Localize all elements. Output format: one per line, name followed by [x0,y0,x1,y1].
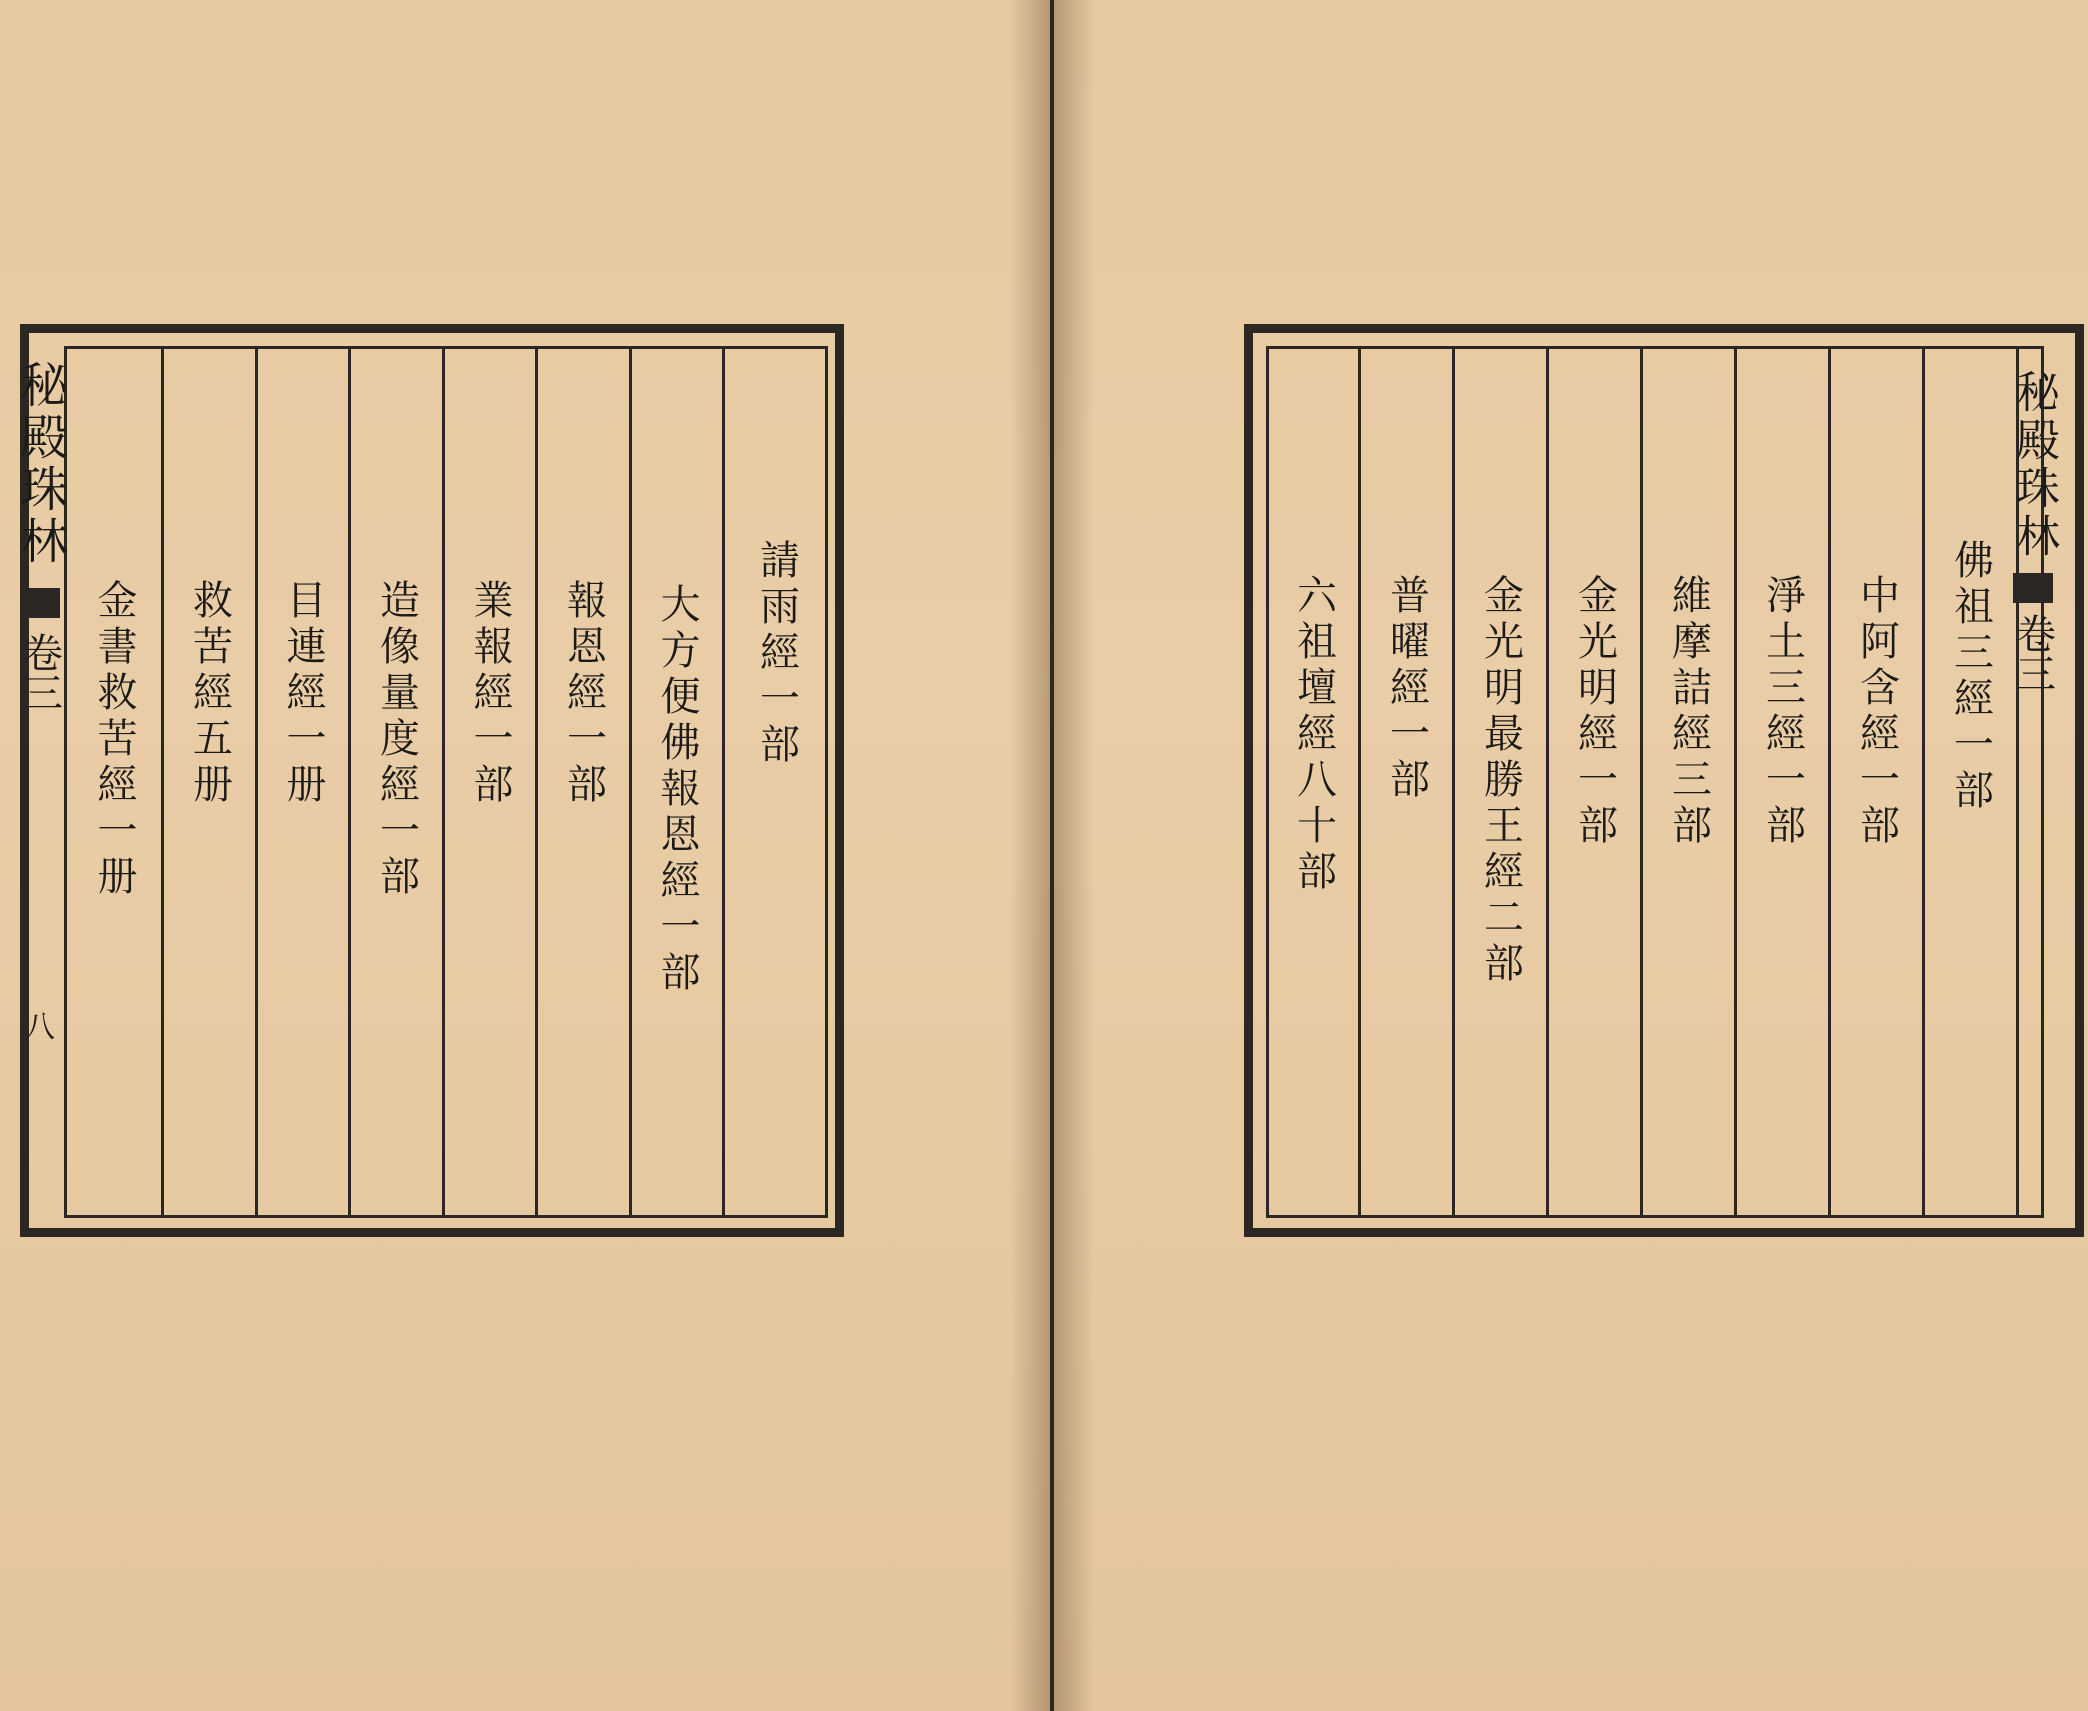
column-text: 救苦經五册 [186,579,233,809]
column-text: 業報經一部 [467,579,513,809]
column-text: 報恩經一部 [560,579,607,809]
column-text: 六祖壇經八十部 [1290,574,1337,896]
text-column [1737,349,1828,1215]
column-text: 維摩詰經三部 [1665,574,1712,850]
text-column [1831,349,1922,1215]
folio-number: 八 [25,1010,55,1045]
right-margin-strip [2008,349,2059,1215]
column-text: 普曜經一部 [1383,574,1430,804]
left-margin-strip [11,340,68,1220]
right-page [1054,0,2088,1711]
column-text: 金書救苦經一册 [91,579,137,901]
column-text: 佛祖三經一部 [1947,539,1994,815]
text-column [1361,349,1452,1215]
spine-shadow [1054,0,1094,1711]
text-column [725,349,828,1215]
column-text: 淨土三經一部 [1759,574,1806,850]
text-column [351,349,442,1215]
column-text: 金光明最勝王經二部 [1477,574,1524,988]
text-column [1269,349,1358,1215]
spine-shadow [1010,0,1050,1711]
book-title: 秘殿珠林 [2008,369,2059,561]
text-column [538,349,629,1215]
fishtail-mark [2013,573,2053,603]
right-page-grid [1266,346,2059,1218]
text-column [445,349,535,1215]
juan-label: 卷三 [16,632,63,712]
column-text: 大方便佛報恩經一部 [654,583,700,997]
left-page-grid [64,346,828,1218]
text-column [632,349,722,1215]
text-column [164,349,255,1215]
text-column [67,349,161,1215]
text-column [1455,349,1546,1215]
text-column [1643,349,1734,1215]
text-column [258,349,348,1215]
text-column [1549,349,1640,1215]
column-text: 目連經一册 [280,579,326,809]
column-text: 金光明經一部 [1571,574,1618,850]
juan-label: 卷三 [2009,613,2056,693]
book-title: 秘殿珠林 [11,360,68,568]
column-text: 造像量度經一部 [373,579,420,901]
fishtail-mark [20,588,60,618]
column-text: 請雨經一部 [753,539,800,769]
column-text: 中阿含經一部 [1853,574,1900,850]
